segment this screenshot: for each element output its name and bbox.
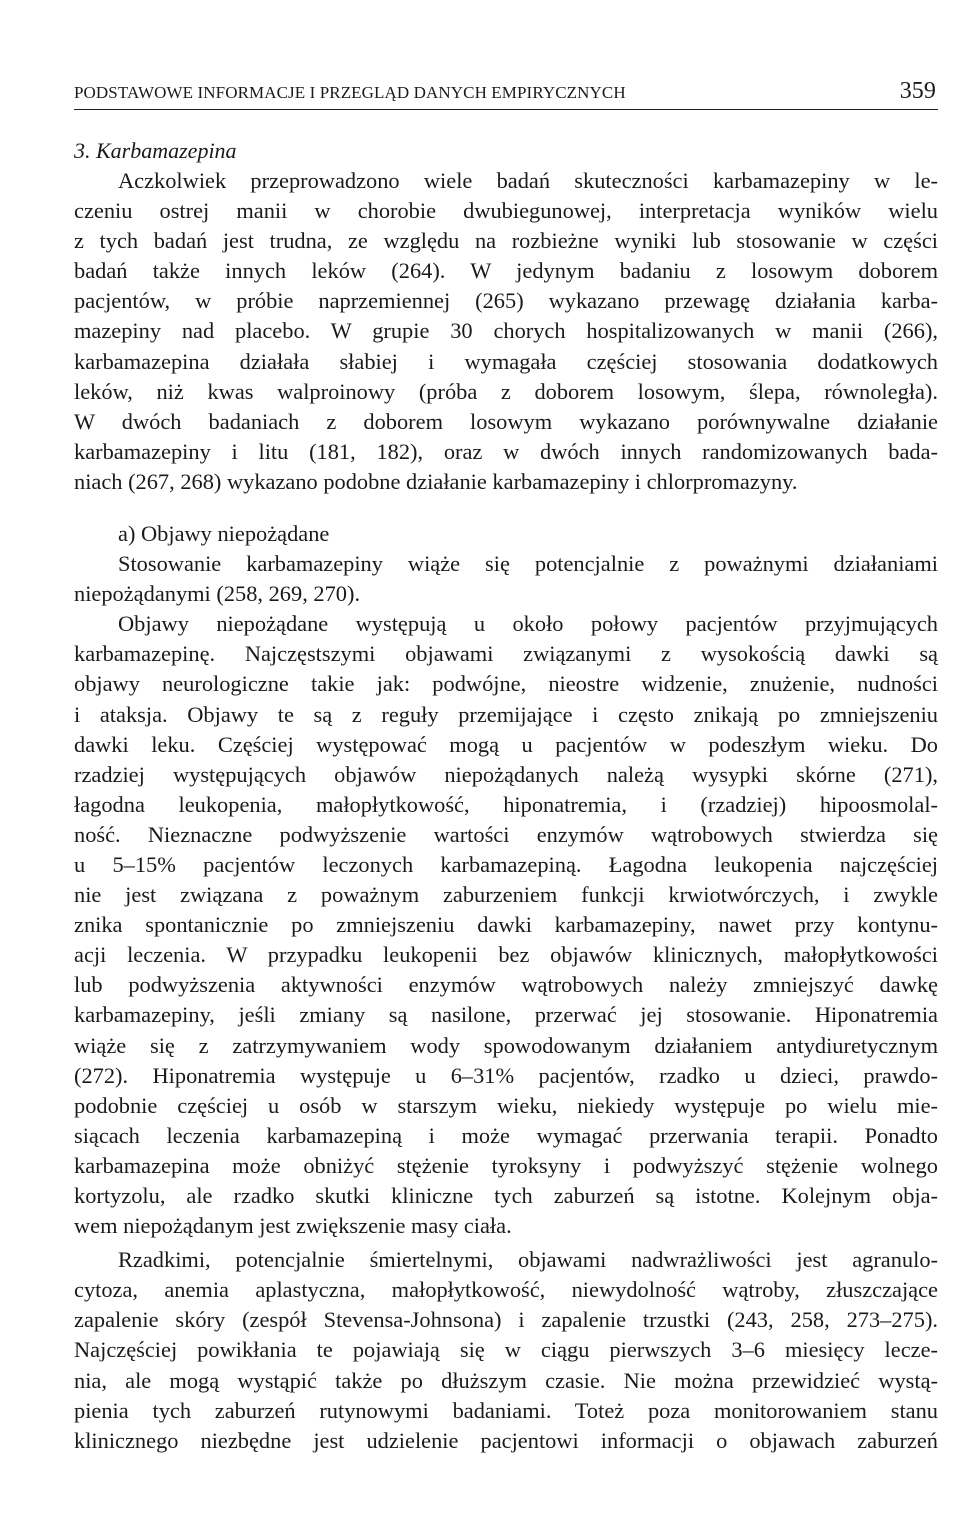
page-number: 359 [899,78,936,104]
subsection-title: a) Objawy niepożądane [118,521,330,547]
text-line: i ataksja. Objawy te są z reguły przemijające i często znikają po zmniejszeniu [74,701,938,727]
text-line: objawy neurologiczne takie jak: podwójne, nieostre widzenie, znużenie, nudności [74,671,938,697]
text-line: dawki leku. Częściej występować mogą u pacjentów w podeszłym wieku. Do [74,731,938,757]
text-line: kortyzolu, ale rzadko skutki kliniczne tych zaburzeń są istotne. Kolejnym obja- [74,1183,938,1208]
text-line: podobnie częściej u osób w starszym wieku, niekiedy występuje po wielu mie- [74,1092,938,1118]
text-line: lub podwyższenia aktywności enzymów wątrobowych należy zmniejszyć dawkę [74,972,938,998]
text-line: zapalenie skóry (zespół Stevensa-Johnsona) i zapalenie trzustki (243, 258, 273–275). [74,1307,938,1333]
text-line: Objawy niepożądane występują u około połowy pacjentów przyjmujących [118,611,938,637]
text-line: badań także innych leków (264). W jedynym badaniu z losowym doborem [74,258,938,284]
text-line: Aczkolwiek przeprowadzono wiele badań skuteczności karbamazepiny w le- [118,168,938,193]
text-line: Stosowanie karbamazepiny wiąże się potencjalnie z poważnymi działaniami [118,551,938,577]
section-title: 3. Karbamazepina [74,138,237,163]
text-line: acji leczenia. W przypadku leukopenii bez objawów klinicznych, małopłytkowości [74,942,938,968]
paragraph-1 [74,166,938,497]
text-line: klinicznego niezbędne jest udzielenie pacjentowi informacji o objawach zaburzeń [74,1427,938,1453]
text-line: nie jest związana z poważnym zaburzeniem funkcji krwiotwórczych, i zwykle [74,882,938,908]
text-line: łagodna leukopenia, małopłytkowość, hiponatremia, i (rzadziej) hipoosmolal- [74,791,938,817]
text-line: Najczęściej powikłania te pojawiają się w ciągu pierwszych 3–6 miesięcy lecze- [74,1337,938,1363]
text-line: siącach leczenia karbamazepiną i może wymagać przerwania terapii. Ponadto [74,1122,938,1148]
text-line: karbamazepina może obniżyć stężenie tyroksyny i podwyższyć stężenie wolnego [74,1152,938,1178]
paragraph-3 [74,609,938,1241]
text-line: ność. Nieznaczne podwyższenie wartości enzymów wątrobowych stwierdza się [74,821,938,847]
text-line: z tych badań jest trudna, ze względu na rozbieżne wyniki lub stosowanie w części [74,228,938,254]
text-line: wem niepożądanym jest zwiększenie masy ciała. [74,1213,512,1239]
text-line: (272). Hiponatremia występuje u 6–31% pacjentów, rzadko u dzieci, prawdo- [74,1062,938,1088]
text-line: pacjentów, w próbie naprzemiennej (265) wykazano przewagę działania karba- [74,288,938,314]
text-line: rzadziej występujących objawów niepożądanych należą wysypki skórne (271), [74,761,938,787]
paragraph-2 [74,549,938,609]
text-line: karbamazepina działała słabiej i wymagała częściej stosowania dodatkowych [74,348,938,374]
text-line: pienia tych zaburzeń rutynowymi badaniami. Toteż poza monitorowaniem stanu [74,1397,938,1423]
text-line: leków, niż kwas walproinowy (próba z doborem losowym, ślepa, równoległa). [74,378,938,404]
running-title: PODSTAWOWE INFORMACJE I PRZEGLĄD DANYCH EMPIRYCZNYCH [74,83,626,102]
running-header [74,78,938,110]
text-line: niepożądanymi (258, 269, 270). [74,581,361,607]
text-line: znika spontanicznie po zmniejszeniu dawki karbamazepiny, nawet przy kontynu- [74,912,938,938]
text-line: karbamazepinę. Najczęstszymi objawami związanymi z wysokością dawki są [74,641,938,667]
text-line: cytoza, anemia aplastyczna, małopłytkowość, niewydolność wątroby, złuszczające [74,1277,938,1303]
document-page [74,78,938,1456]
text-line: czeniu ostrej manii w chorobie dwubiegunowej, interpretacja wyników wielu [74,198,938,224]
text-line: nia, ale mogą wystąpić także po dłuższym czasie. Nie można przewidzieć wystą- [74,1367,938,1393]
text-line: W dwóch badaniach z doborem losowym wykazano porównywalne działanie [74,408,938,434]
text-line: mazepiny nad placebo. W grupie 30 chorych hospitalizowanych w manii (266), [74,318,938,344]
text-line: wiąże się z zatrzymywaniem wody spowodowanym działaniem antydiuretycznym [74,1032,938,1058]
text-line: Rzadkimi, potencjalnie śmiertelnymi, objawami nadwrażliwości jest agranulo- [118,1247,938,1273]
text-line: karbamazepiny i litu (181, 182), oraz w dwóch innych randomizowanych bada- [74,438,938,464]
text-line: u 5–15% pacjentów leczonych karbamazepiną. Łagodna leukopenia najczęściej [74,851,938,877]
text-line: niach (267, 268) wykazano podobne działanie karbamazepiny i chlorpromazyny. [74,468,798,494]
paragraph-4 [74,1245,938,1456]
text-line: karbamazepiny, jeśli zmiany są nasilone, przerwać jej stosowanie. Hiponatremia [74,1002,938,1028]
